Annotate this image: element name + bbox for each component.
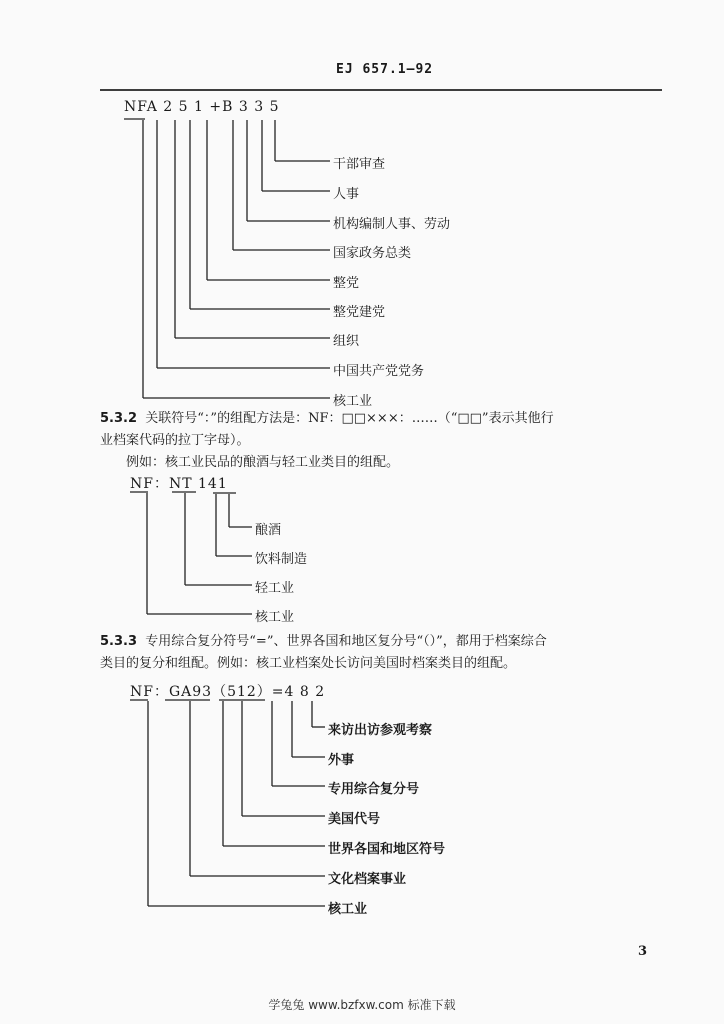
diagram3-label: 来访出访参观考察 [328, 723, 433, 738]
diagram2-label: 饮料制造 [255, 552, 308, 567]
section-5-3-2 [100, 408, 554, 474]
diagram1-label: 干部审查 [333, 157, 386, 172]
classification-code-2: NF：NT 141 [130, 476, 228, 492]
section-text-line2: 类目的复分和组配。例如：核工业档案处长访问美国时档案类目的组配。 [100, 656, 517, 671]
diagram3-label: 文化档案事业 [328, 872, 407, 887]
diagram1-label: 整党建党 [333, 305, 386, 320]
diagram1-label: 国家政务总类 [333, 246, 412, 261]
section-text-line1: 关联符号“：”的组配方法是：NF：□□×××：……（“□□”表示其他行 [145, 411, 554, 426]
section-number: 5.3.3 [100, 634, 138, 649]
footer-watermark: 学兔兔 www.bzfxw.com 标准下载 [268, 998, 456, 1012]
diagram2-label: 核工业 [255, 610, 295, 625]
diagram1-label: 核工业 [333, 394, 373, 409]
diagram1-label: 整党 [333, 276, 360, 291]
diagram2-label: 酿酒 [255, 523, 282, 538]
section-text-line2: 业档案代码的拉丁字母）。 [100, 433, 250, 448]
diagram1-label: 人事 [333, 187, 360, 202]
section-5-3-3 [100, 631, 547, 675]
section-text-line1: 专用综合复分符号“=”、世界各国和地区复分号“（）”，都用于档案综合 [145, 634, 547, 649]
diagram3-label: 美国代号 [328, 812, 381, 827]
example-text: 例如：核工业民品的酿酒与轻工业类目的组配。 [126, 455, 400, 470]
classification-code-1: NFA 2 5 1 +B 3 3 5 [124, 99, 280, 115]
diagram3-label: 核工业 [328, 902, 368, 917]
diagram3-label: 专用综合复分号 [328, 782, 420, 797]
diagram1-label: 组织 [333, 334, 360, 349]
diagram2-label: 轻工业 [255, 581, 295, 596]
classification-code-3: NF：GA93（512）=4 8 2 [130, 684, 326, 700]
diagram3-label: 世界各国和地区符号 [328, 842, 446, 857]
section-number: 5.3.2 [100, 411, 138, 426]
diagram3-label: 外事 [328, 753, 355, 768]
diagram1-label: 中国共产党党务 [333, 364, 425, 379]
diagram1-label: 机构编制人事、劳动 [333, 217, 451, 232]
standard-number: EJ 657.1—92 [336, 62, 434, 77]
page-number: 3 [638, 944, 648, 959]
